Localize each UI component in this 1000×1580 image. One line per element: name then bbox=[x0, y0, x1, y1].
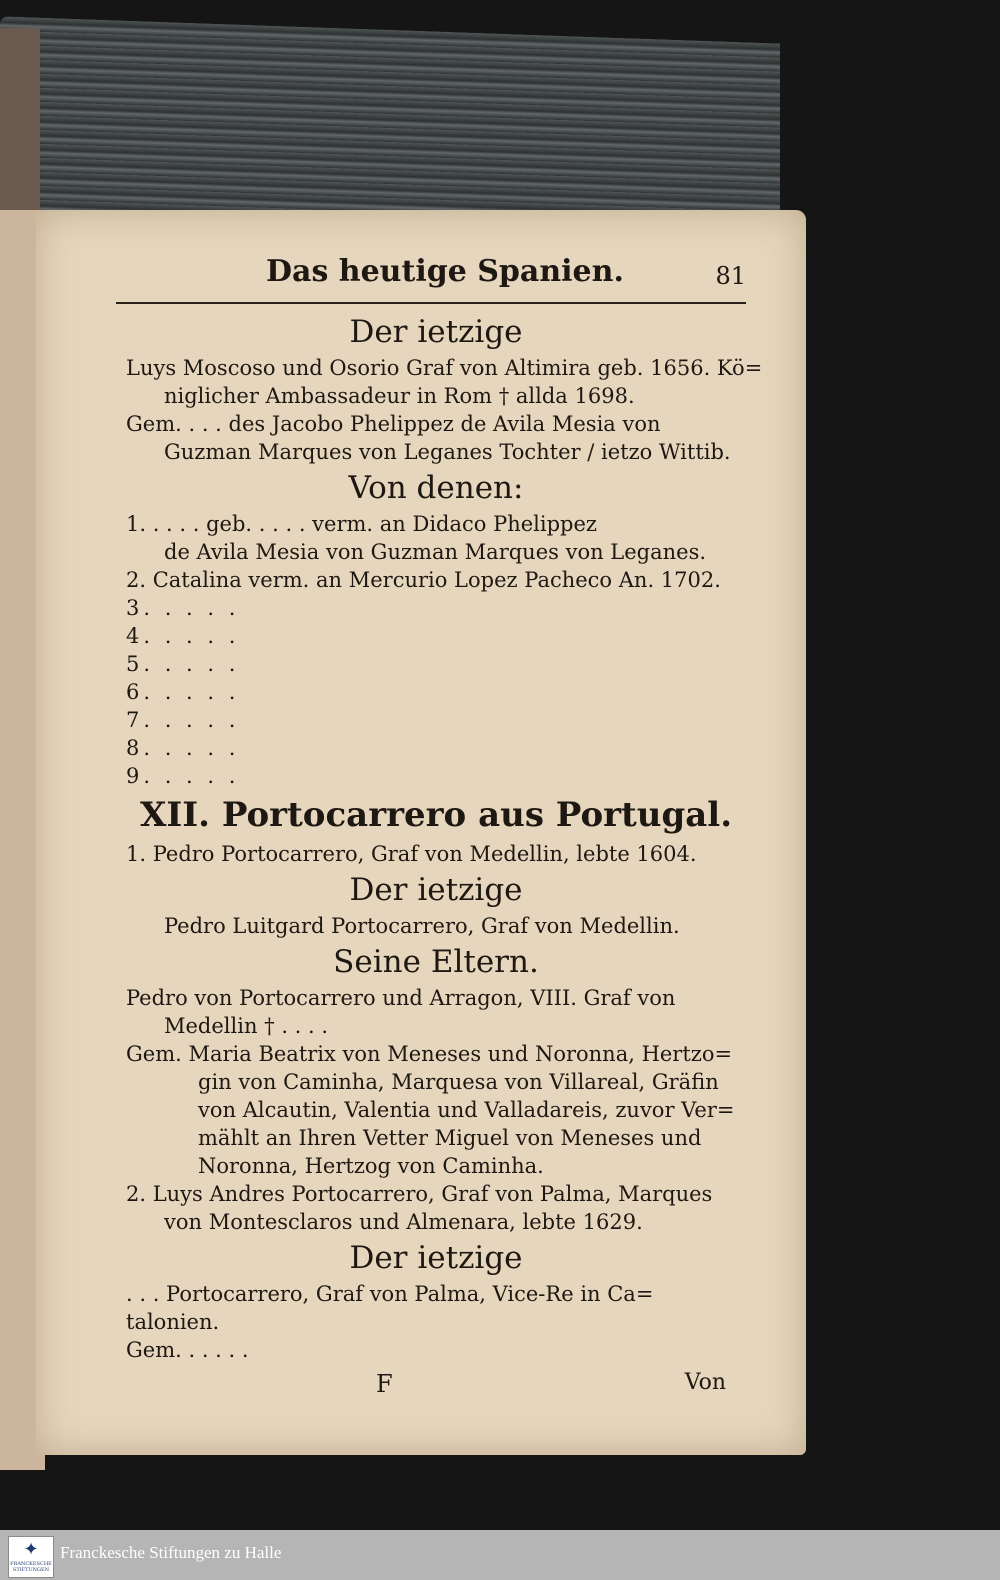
institution-label: Franckesche Stiftungen zu Halle bbox=[60, 1543, 282, 1562]
text-line: 9. . . . . bbox=[126, 764, 240, 788]
header-rule bbox=[116, 302, 746, 304]
catchword: Von bbox=[684, 1370, 726, 1395]
logo-text: FRANCKESCHE STIFTUNGEN bbox=[10, 1561, 52, 1573]
footer-bar bbox=[0, 1530, 1000, 1580]
text-line: Pedro Luitgard Portocarrero, Graf von Medellin. bbox=[164, 914, 680, 938]
text-line: Von denen: bbox=[348, 470, 524, 506]
text-line: 6. . . . . bbox=[126, 680, 240, 704]
text-line: Gem. . . . des Jacobo Phelippez de Avila Mesia von bbox=[126, 412, 661, 436]
page-number: 81 bbox=[715, 262, 746, 290]
running-title: Das heutige Spanien. bbox=[266, 254, 624, 289]
book-edge bbox=[0, 16, 780, 238]
book-page bbox=[36, 210, 806, 1455]
text-line: Gem. Maria Beatrix von Meneses und Noronna, Hertzo= bbox=[126, 1042, 733, 1066]
text-line: Guzman Marques von Leganes Tochter / ietzo Wittib. bbox=[164, 440, 731, 464]
text-line: Gem. . . . . . bbox=[126, 1338, 249, 1362]
eagle-icon: ✦ bbox=[23, 1539, 39, 1560]
text-line: . . . Portocarrero, Graf von Palma, Vice-Re in Ca= bbox=[126, 1282, 654, 1306]
signature-mark: F bbox=[376, 1370, 393, 1398]
institution-logo[interactable] bbox=[8, 1536, 54, 1578]
text-line: Pedro von Portocarrero und Arragon, VIII. Graf von bbox=[126, 986, 676, 1010]
text-line: Der ietzige bbox=[349, 1240, 523, 1276]
text-line: de Avila Mesia von Guzman Marques von Leganes. bbox=[164, 540, 707, 564]
text-line: 1. . . . . geb. . . . . verm. an Didaco Phelippez bbox=[126, 512, 597, 536]
text-line: 1. Pedro Portocarrero, Graf von Medellin, lebte 1604. bbox=[126, 842, 697, 866]
text-line: Noronna, Hertzog von Caminha. bbox=[198, 1154, 544, 1178]
text-line: 7. . . . . bbox=[126, 708, 240, 732]
text-line: 5. . . . . bbox=[126, 652, 240, 676]
text-line: Der ietzige bbox=[349, 314, 523, 350]
text-line: 3. . . . . bbox=[126, 596, 240, 620]
text-line: gin von Caminha, Marquesa von Villareal, Gräfin bbox=[198, 1070, 719, 1094]
text-line: von Alcautin, Valentia und Valladareis, zuvor Ver= bbox=[198, 1098, 735, 1122]
text-line: mählt an Ihren Vetter Miguel von Meneses und bbox=[198, 1126, 702, 1150]
page-footer bbox=[126, 1364, 746, 1404]
text-line: Seine Eltern. bbox=[333, 944, 539, 980]
text-line: von Montesclaros und Almenara, lebte 1629. bbox=[164, 1210, 643, 1234]
text-lines bbox=[126, 310, 763, 1364]
text-line: 2. Catalina verm. an Mercurio Lopez Pacheco An. 1702. bbox=[126, 568, 721, 592]
text-line: 4. . . . . bbox=[126, 624, 240, 648]
page-header bbox=[126, 250, 746, 302]
page-text bbox=[126, 250, 763, 1404]
text-line: Medellin † . . . . bbox=[164, 1014, 329, 1038]
text-line: 8. . . . . bbox=[126, 736, 240, 760]
text-line: niglicher Ambassadeur in Rom † allda 1698. bbox=[164, 384, 635, 408]
text-line: XII. Portocarrero aus Portugal. bbox=[139, 795, 733, 835]
text-line: Luys Moscoso und Osorio Graf von Altimira geb. 1656. Kö= bbox=[126, 356, 763, 380]
text-line: Der ietzige bbox=[349, 872, 523, 908]
text-line: talonien. bbox=[126, 1310, 220, 1334]
text-line: 2. Luys Andres Portocarrero, Graf von Palma, Marques bbox=[126, 1182, 713, 1206]
